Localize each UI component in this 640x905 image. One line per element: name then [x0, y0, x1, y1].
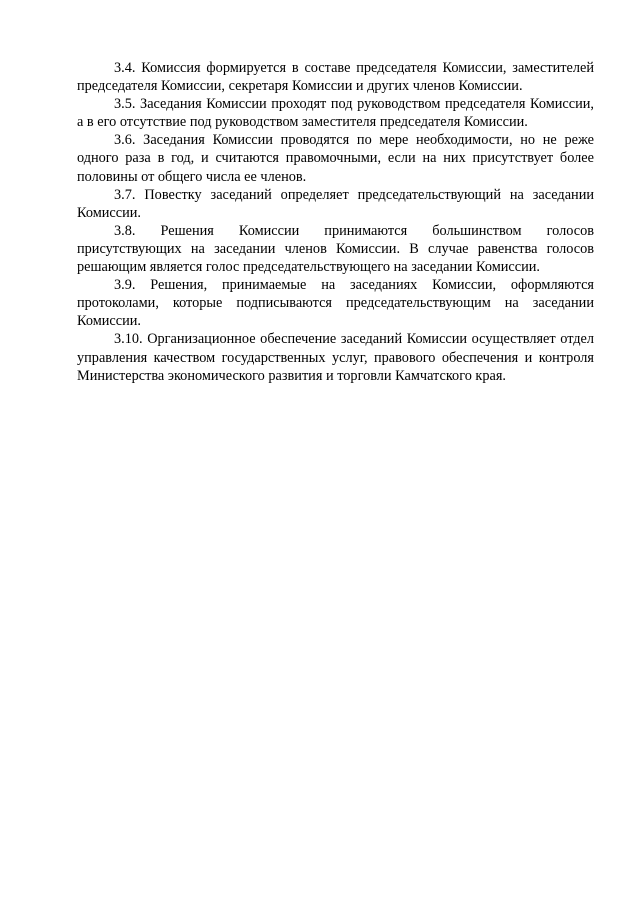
- paragraph-3-8: [77, 222, 594, 276]
- document-body: [77, 59, 594, 385]
- paragraph-text: Заседания Комиссии проводятся по мере необходимости, но не реже одного раза в год, и считаются правомочными, если на них присутствует более половины от общего числа ее членов.: [77, 132, 594, 185]
- paragraph-number: 3.6.: [114, 132, 136, 149]
- paragraph-text: Заседания Комиссии проходят под руководством председателя Комиссии, а в его отсутствие под руководством заместителя председателя Комиссии.: [77, 96, 594, 131]
- paragraph-number: 3.10.: [114, 331, 143, 348]
- paragraph-number: 3.8.: [114, 222, 136, 239]
- paragraph-3-4: [77, 59, 594, 95]
- paragraph-text: Решения Комиссии принимаются большинством голосов присутствующих на заседании членов Комиссии. В случае равенства голосов решающим является голос председательствующего на заседании Комиссии.: [77, 222, 594, 276]
- paragraph-text: Организационное обеспечение заседаний Комиссии осуществляет отдел управления качеством государственных услуг, правового обеспечения и контроля Министерства экономического развития и торговли Камчатского края.: [77, 331, 595, 384]
- paragraph-number: 3.7.: [114, 186, 136, 203]
- paragraph-3-7: [77, 186, 594, 222]
- paragraph-3-9: [77, 276, 594, 330]
- paragraph-text: Повестку заседаний определяет председательствующий на заседании Комиссии.: [77, 186, 594, 221]
- paragraph-text: Комиссия формируется в составе председателя Комиссии, заместителей председателя Комиссии, секретаря Комиссии и других членов Комиссии.: [77, 60, 595, 95]
- paragraph-text: Решения, принимаемые на заседаниях Комиссии, оформляются протоколами, которые подписываются председательствующим на заседании Комиссии.: [77, 277, 594, 330]
- paragraph-number: 3.4.: [114, 60, 136, 76]
- paragraph-number: 3.9.: [114, 277, 136, 294]
- paragraph-3-10: [77, 330, 594, 384]
- paragraph-3-5: [77, 95, 594, 131]
- paragraph-number: 3.5.: [114, 96, 136, 113]
- paragraph-3-6: [77, 131, 594, 185]
